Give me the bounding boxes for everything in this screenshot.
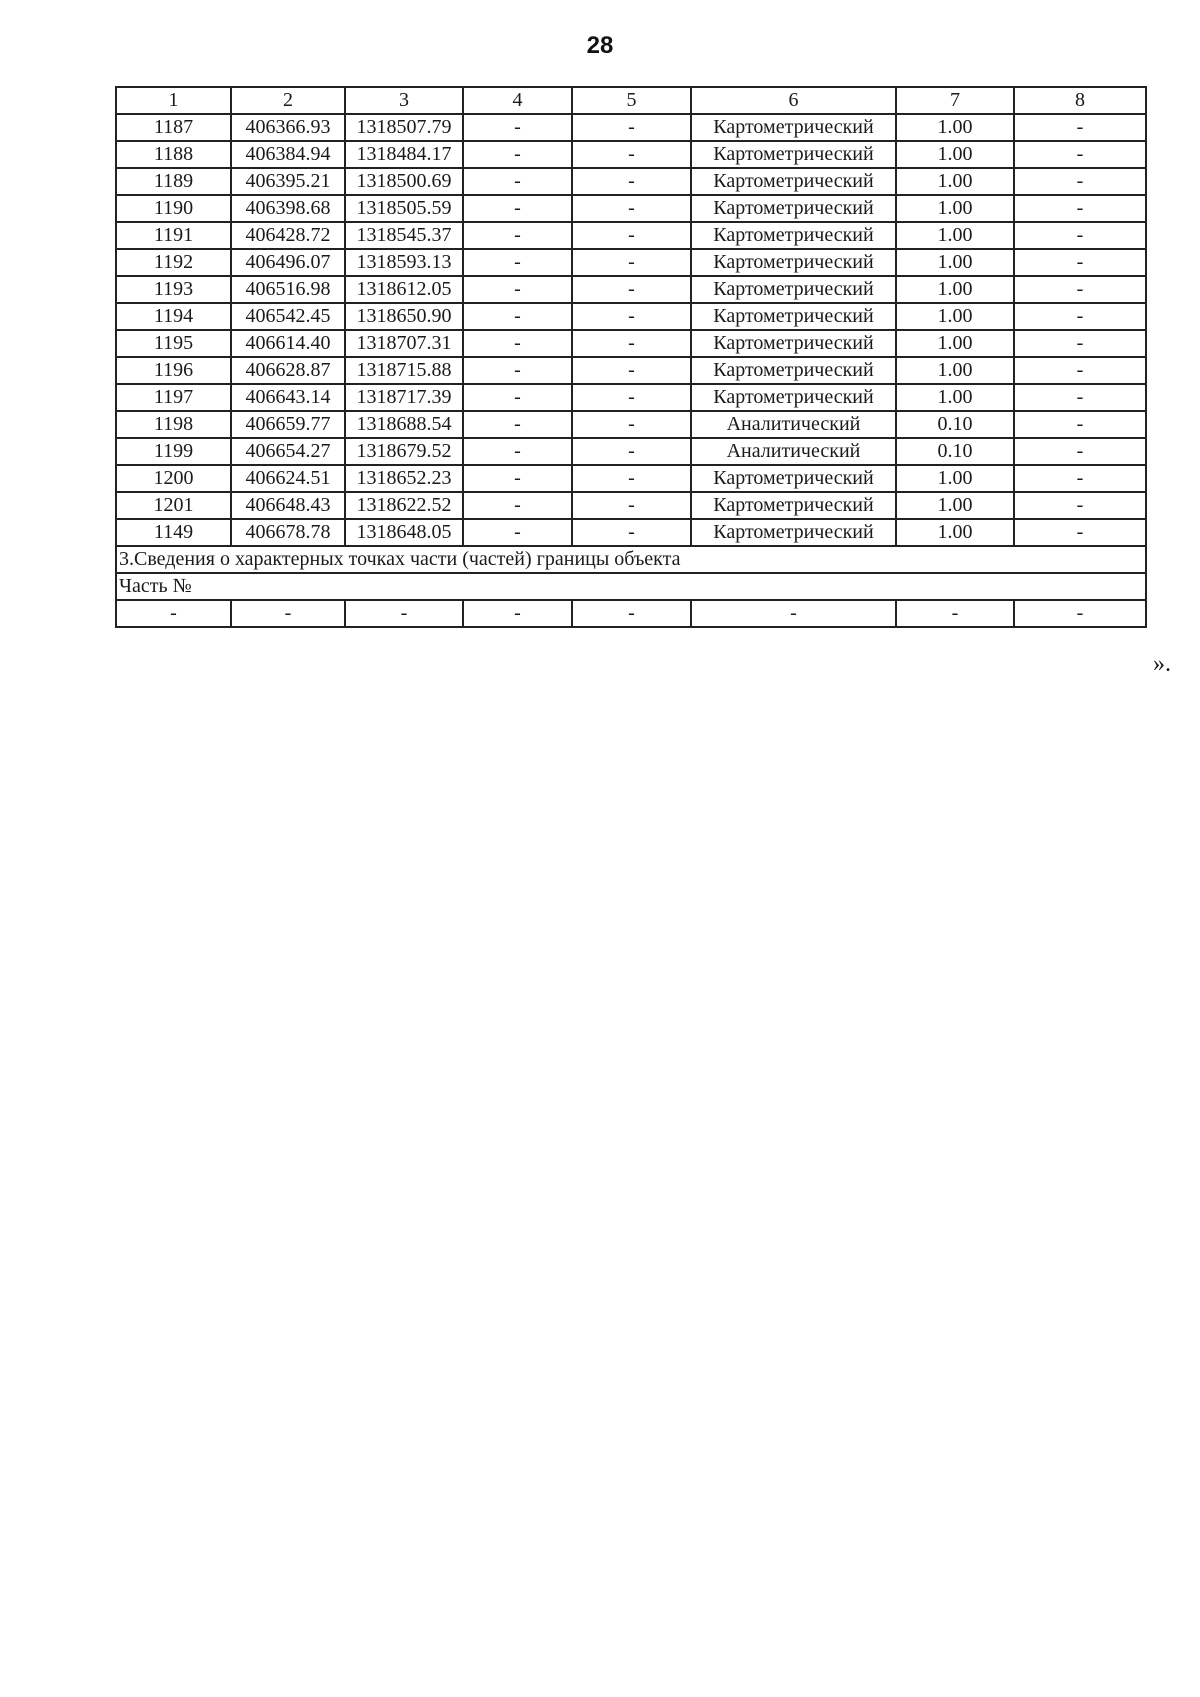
table-cell: - — [691, 600, 896, 627]
table-cell: 406542.45 — [231, 303, 345, 330]
table-cell: 1149 — [116, 519, 231, 546]
table-cell: - — [463, 168, 572, 195]
section-title: 3.Сведения о характерных точках части (частей) границы объекта — [116, 546, 1146, 573]
empty-row — [116, 600, 1146, 627]
table-cell: 1197 — [116, 384, 231, 411]
closing-quote-mark: ». — [1153, 651, 1171, 677]
table-cell: 1189 — [116, 168, 231, 195]
table-cell: - — [463, 438, 572, 465]
table-cell: 1318652.23 — [345, 465, 463, 492]
table-cell: 0.10 — [896, 411, 1014, 438]
table-body — [116, 87, 1146, 627]
table-cell: 1188 — [116, 141, 231, 168]
table-cell: - — [1014, 492, 1146, 519]
table-cell: - — [463, 492, 572, 519]
table-cell: 1318500.69 — [345, 168, 463, 195]
table-cell: 1.00 — [896, 114, 1014, 141]
table-cell: 1.00 — [896, 519, 1014, 546]
part-label: Часть № — [116, 573, 1146, 600]
table-cell: 1.00 — [896, 330, 1014, 357]
table-cell: 1194 — [116, 303, 231, 330]
table-cell: 0.10 — [896, 438, 1014, 465]
table-cell: 1318593.13 — [345, 249, 463, 276]
table-cell: Картометрический — [691, 276, 896, 303]
table-cell: 1318679.52 — [345, 438, 463, 465]
table-cell: 1.00 — [896, 357, 1014, 384]
table-cell: 1318507.79 — [345, 114, 463, 141]
table-cell: Картометрический — [691, 114, 896, 141]
table-cell: 406643.14 — [231, 384, 345, 411]
column-header: 4 — [463, 87, 572, 114]
table-cell: Картометрический — [691, 357, 896, 384]
column-header: 7 — [896, 87, 1014, 114]
table-cell: Картометрический — [691, 249, 896, 276]
table-cell: - — [463, 114, 572, 141]
table-row — [116, 276, 1146, 303]
table-cell: 1201 — [116, 492, 231, 519]
column-header: 1 — [116, 87, 231, 114]
table-cell: 1.00 — [896, 249, 1014, 276]
column-header: 3 — [345, 87, 463, 114]
table-cell: 1192 — [116, 249, 231, 276]
table-cell: - — [1014, 141, 1146, 168]
table-cell: - — [463, 357, 572, 384]
table-cell: 1318688.54 — [345, 411, 463, 438]
table-cell: 1190 — [116, 195, 231, 222]
table-cell: - — [463, 195, 572, 222]
table-cell: 1.00 — [896, 465, 1014, 492]
table-cell: Картометрический — [691, 141, 896, 168]
table-cell: 406659.77 — [231, 411, 345, 438]
table-cell: 1318717.39 — [345, 384, 463, 411]
table-cell: 1.00 — [896, 384, 1014, 411]
table-cell: - — [463, 600, 572, 627]
table-cell: 1.00 — [896, 222, 1014, 249]
table-cell: - — [345, 600, 463, 627]
table-cell: 1196 — [116, 357, 231, 384]
table-cell: - — [572, 303, 691, 330]
table-row — [116, 411, 1146, 438]
table-cell: - — [1014, 222, 1146, 249]
table-cell: - — [572, 276, 691, 303]
table-cell: - — [572, 357, 691, 384]
table-row — [116, 465, 1146, 492]
table-cell: - — [572, 492, 691, 519]
table-row — [116, 519, 1146, 546]
table-cell: - — [1014, 303, 1146, 330]
table-cell: 1318545.37 — [345, 222, 463, 249]
table-cell: - — [572, 195, 691, 222]
table-row — [116, 303, 1146, 330]
table-cell: - — [463, 411, 572, 438]
table-row — [116, 384, 1146, 411]
table-row — [116, 438, 1146, 465]
table-cell: 406678.78 — [231, 519, 345, 546]
table-cell: Картометрический — [691, 222, 896, 249]
table-cell: - — [572, 411, 691, 438]
table-cell: Аналитический — [691, 438, 896, 465]
table-cell: 1318622.52 — [345, 492, 463, 519]
table-cell: - — [463, 384, 572, 411]
table-cell: 1187 — [116, 114, 231, 141]
table-cell: 406398.68 — [231, 195, 345, 222]
table-cell: - — [1014, 249, 1146, 276]
page-number: 28 — [586, 32, 614, 59]
table-cell: 406624.51 — [231, 465, 345, 492]
table-cell: - — [1014, 465, 1146, 492]
table-cell: - — [572, 249, 691, 276]
table-cell: 1.00 — [896, 492, 1014, 519]
table-row — [116, 222, 1146, 249]
table-cell: - — [1014, 438, 1146, 465]
table-cell: 1198 — [116, 411, 231, 438]
table-cell: 1200 — [116, 465, 231, 492]
table-cell: 406496.07 — [231, 249, 345, 276]
table-row — [116, 141, 1146, 168]
table-cell: - — [1014, 168, 1146, 195]
table-cell: - — [1014, 519, 1146, 546]
table-cell: 1318612.05 — [345, 276, 463, 303]
table-cell: - — [463, 249, 572, 276]
table-cell: - — [572, 141, 691, 168]
table-cell: - — [572, 465, 691, 492]
table-cell: 1199 — [116, 438, 231, 465]
table-cell: 1318707.31 — [345, 330, 463, 357]
table-cell: Картометрический — [691, 492, 896, 519]
table-header-row — [116, 87, 1146, 114]
table-cell: Картометрический — [691, 465, 896, 492]
table-cell: 1191 — [116, 222, 231, 249]
table-cell: - — [463, 276, 572, 303]
table-cell: Картометрический — [691, 168, 896, 195]
table-cell: - — [231, 600, 345, 627]
table-cell: 1.00 — [896, 141, 1014, 168]
table-cell: - — [572, 519, 691, 546]
table-cell: - — [463, 141, 572, 168]
table-cell: 1.00 — [896, 276, 1014, 303]
table-cell: 406384.94 — [231, 141, 345, 168]
table-cell: 1.00 — [896, 195, 1014, 222]
table-cell: - — [1014, 384, 1146, 411]
table-cell: 406654.27 — [231, 438, 345, 465]
table-cell: Картометрический — [691, 384, 896, 411]
table-cell: - — [572, 168, 691, 195]
table-cell: 1.00 — [896, 168, 1014, 195]
table-cell: 406366.93 — [231, 114, 345, 141]
table-cell: - — [896, 600, 1014, 627]
table-row — [116, 114, 1146, 141]
table-cell: 406395.21 — [231, 168, 345, 195]
table-cell: - — [463, 519, 572, 546]
table-cell: 1318505.59 — [345, 195, 463, 222]
table-cell: - — [1014, 195, 1146, 222]
table-cell: Картометрический — [691, 303, 896, 330]
table-row — [116, 492, 1146, 519]
table-cell: - — [572, 330, 691, 357]
table-cell: - — [572, 438, 691, 465]
table-row — [116, 330, 1146, 357]
table-cell: Картометрический — [691, 519, 896, 546]
section-title-row — [116, 546, 1146, 573]
table-row — [116, 357, 1146, 384]
table-cell: - — [463, 330, 572, 357]
table-cell: 1318650.90 — [345, 303, 463, 330]
table-cell: - — [1014, 357, 1146, 384]
table-cell: - — [1014, 600, 1146, 627]
table-cell: - — [572, 222, 691, 249]
table-cell: - — [116, 600, 231, 627]
table-cell: - — [1014, 114, 1146, 141]
table-cell: - — [572, 114, 691, 141]
table-cell: 406614.40 — [231, 330, 345, 357]
table-cell: 406648.43 — [231, 492, 345, 519]
table-cell: 1195 — [116, 330, 231, 357]
column-header: 6 — [691, 87, 896, 114]
table-cell: 1.00 — [896, 303, 1014, 330]
table-cell: - — [572, 600, 691, 627]
column-header: 5 — [572, 87, 691, 114]
table-cell: 406516.98 — [231, 276, 345, 303]
table-cell: - — [1014, 276, 1146, 303]
table-row — [116, 249, 1146, 276]
table-cell: 406628.87 — [231, 357, 345, 384]
table-row — [116, 168, 1146, 195]
table-cell: 406428.72 — [231, 222, 345, 249]
table-cell: 1318648.05 — [345, 519, 463, 546]
table-cell: - — [572, 384, 691, 411]
table-cell: - — [1014, 411, 1146, 438]
table-row — [116, 195, 1146, 222]
coordinates-table — [115, 86, 1147, 628]
table-cell: 1318484.17 — [345, 141, 463, 168]
column-header: 8 — [1014, 87, 1146, 114]
table-cell: - — [1014, 330, 1146, 357]
table-cell: 1193 — [116, 276, 231, 303]
table-cell: - — [463, 303, 572, 330]
column-header: 2 — [231, 87, 345, 114]
table-cell: 1318715.88 — [345, 357, 463, 384]
table-cell: Аналитический — [691, 411, 896, 438]
table-cell: Картометрический — [691, 195, 896, 222]
part-label-row — [116, 573, 1146, 600]
table-cell: Картометрический — [691, 330, 896, 357]
table-cell: - — [463, 222, 572, 249]
table-cell: - — [463, 465, 572, 492]
